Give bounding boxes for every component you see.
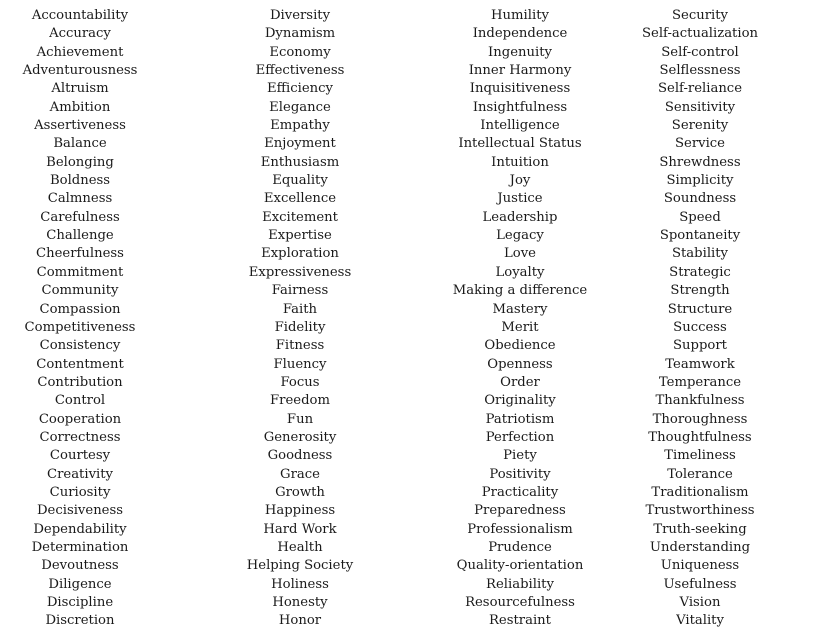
value-word: Thankfulness <box>655 393 745 409</box>
value-word: Practicality <box>481 484 559 500</box>
value-word: Achievement <box>36 44 124 60</box>
value-word: Prudence <box>488 539 552 555</box>
value-word: Uniqueness <box>660 558 740 574</box>
value-word: Strength <box>670 283 730 299</box>
value-word: Success <box>673 319 727 335</box>
value-word: Honor <box>278 613 322 629</box>
value-word: Excellence <box>263 191 337 207</box>
value-word: Usefulness <box>663 576 737 592</box>
value-word: Positivity <box>489 466 551 482</box>
value-word: Legacy <box>496 228 544 244</box>
value-word: Thoroughness <box>652 411 748 427</box>
value-word: Intelligence <box>480 118 560 134</box>
value-word: Traditionalism <box>651 484 749 500</box>
value-word: Cooperation <box>38 411 122 427</box>
value-word: Focus <box>280 374 320 390</box>
value-word: Fun <box>286 411 314 427</box>
value-word: Reliability <box>486 576 554 592</box>
value-word: Generosity <box>263 429 337 445</box>
value-word: Elegance <box>269 99 331 115</box>
value-word: Trustworthiness <box>645 503 755 519</box>
value-word: Originality <box>484 393 556 409</box>
value-word: Speed <box>679 209 721 225</box>
value-word: Selflessness <box>659 63 741 79</box>
value-word: Equality <box>272 173 328 189</box>
value-word: Sensitivity <box>664 99 736 115</box>
value-word: Commitment <box>36 264 124 280</box>
value-word: Decisiveness <box>36 503 124 519</box>
value-word: Simplicity <box>666 173 734 189</box>
value-word: Devoutness <box>41 558 119 574</box>
value-word: Merit <box>501 319 539 335</box>
value-word: Empathy <box>270 118 330 134</box>
value-word: Perfection <box>485 429 555 445</box>
value-word: Discipline <box>46 595 114 610</box>
value-word: Thoughtfulness <box>648 429 752 445</box>
value-word: Serenity <box>671 118 729 134</box>
value-word: Resourcefulness <box>465 595 575 610</box>
value-word: Teamwork <box>665 356 735 372</box>
value-word: Contentment <box>36 356 124 372</box>
value-word: Hard Work <box>263 521 337 537</box>
value-word: Happiness <box>264 503 336 519</box>
value-word: Fluency <box>273 356 327 372</box>
value-word: Exploration <box>261 246 339 262</box>
value-word: Fitness <box>275 338 325 354</box>
value-word: Courtesy <box>49 448 111 464</box>
value-word: Strategic <box>669 264 731 280</box>
value-word: Honesty <box>272 595 328 610</box>
value-word: Vitality <box>676 613 724 629</box>
value-word: Contribution <box>37 374 123 390</box>
value-word: Love <box>504 246 536 262</box>
value-word: Restraint <box>489 613 551 629</box>
value-word: Spontaneity <box>659 228 741 244</box>
value-word: Shrewdness <box>659 154 741 170</box>
value-word: Faith <box>282 301 318 317</box>
value-word: Service <box>674 136 725 152</box>
value-word: Holiness <box>271 576 329 592</box>
word-list <box>600 7 800 631</box>
value-word: Preparedness <box>474 503 566 519</box>
value-word: Joy <box>509 173 531 189</box>
value-word: Vision <box>679 595 721 610</box>
value-word: Compassion <box>39 301 121 317</box>
value-word: Soundness <box>663 191 737 207</box>
value-word: Excitement <box>262 209 338 225</box>
value-word: Independence <box>472 26 568 42</box>
values-word-list-page <box>0 7 820 631</box>
value-word: Humility <box>491 8 549 23</box>
value-word: Making a difference <box>452 283 588 299</box>
value-word: Challenge <box>46 228 114 244</box>
value-word: Structure <box>667 301 733 317</box>
value-word: Creativity <box>47 466 113 482</box>
value-word: Patriotism <box>485 411 555 427</box>
value-word: Expertise <box>268 228 332 244</box>
value-word: Loyalty <box>495 264 545 280</box>
value-word: Openness <box>487 356 553 372</box>
value-word: Justice <box>497 191 543 207</box>
value-word: Health <box>277 539 323 555</box>
value-word: Intuition <box>491 154 549 170</box>
value-word: Boldness <box>49 173 111 189</box>
word-list <box>440 7 600 631</box>
value-word: Expressiveness <box>248 264 352 280</box>
value-word: Enjoyment <box>264 136 336 152</box>
value-word: Support <box>673 338 727 354</box>
value-word: Understanding <box>649 539 751 555</box>
value-word: Order <box>500 374 540 390</box>
value-word: Effectiveness <box>255 63 345 79</box>
value-word: Community <box>41 283 119 299</box>
value-word: Curiosity <box>49 484 111 500</box>
word-list <box>0 7 160 631</box>
value-word: Piety <box>503 448 537 464</box>
value-word: Correctness <box>39 429 121 445</box>
value-word: Carefulness <box>40 209 120 225</box>
value-word: Efficiency <box>267 81 333 97</box>
value-word: Self-actualization <box>641 26 759 42</box>
value-word: Self-reliance <box>657 81 742 97</box>
value-word: Insightfulness <box>472 99 568 115</box>
value-word: Diligence <box>48 576 112 592</box>
value-word: Fidelity <box>274 319 326 335</box>
value-word: Timeliness <box>664 448 736 464</box>
word-column-4 <box>600 7 820 631</box>
word-column-1 <box>0 7 160 631</box>
value-word: Adventurousness <box>22 63 138 79</box>
value-word: Ingenuity <box>488 44 552 60</box>
value-word: Professionalism <box>467 521 573 537</box>
value-word: Fairness <box>271 283 329 299</box>
value-word: Calmness <box>47 191 113 207</box>
value-word: Accuracy <box>49 26 111 42</box>
value-word: Accountability <box>31 8 129 23</box>
value-word: Quality-orientation <box>456 558 584 574</box>
value-word: Belonging <box>46 154 114 170</box>
value-word: Inquisitiveness <box>469 81 571 97</box>
word-column-2 <box>160 7 440 631</box>
value-word: Inner Harmony <box>468 63 572 79</box>
value-word: Diversity <box>269 8 331 23</box>
value-word: Leadership <box>482 209 558 225</box>
value-word: Consistency <box>39 338 121 354</box>
value-word: Freedom <box>270 393 330 409</box>
value-word: Ambition <box>49 99 111 115</box>
value-word: Tolerance <box>667 466 733 482</box>
value-word: Mastery <box>492 301 548 317</box>
word-list <box>220 7 380 631</box>
value-word: Altruism <box>51 81 109 97</box>
value-word: Truth-seeking <box>653 521 747 537</box>
value-word: Competitiveness <box>24 319 136 335</box>
value-word: Temperance <box>658 374 742 390</box>
value-word: Obedience <box>484 338 556 354</box>
value-word: Self-control <box>661 44 739 60</box>
value-word: Stability <box>671 246 729 262</box>
value-word: Dynamism <box>264 26 336 42</box>
value-word: Enthusiasm <box>260 154 340 170</box>
value-word: Balance <box>53 136 107 152</box>
value-word: Control <box>54 393 106 409</box>
value-word: Grace <box>280 466 320 482</box>
value-word: Cheerfulness <box>36 246 124 262</box>
value-word: Assertiveness <box>34 118 126 134</box>
value-word: Dependability <box>33 521 127 537</box>
value-word: Growth <box>275 484 325 500</box>
word-column-3 <box>440 7 600 631</box>
value-word: Economy <box>269 44 331 60</box>
value-word: Security <box>672 8 728 23</box>
value-word: Determination <box>31 539 129 555</box>
value-word: Intellectual Status <box>458 136 582 152</box>
value-word: Goodness <box>267 448 333 464</box>
value-word: Discretion <box>45 613 115 629</box>
value-word: Helping Society <box>246 558 354 574</box>
